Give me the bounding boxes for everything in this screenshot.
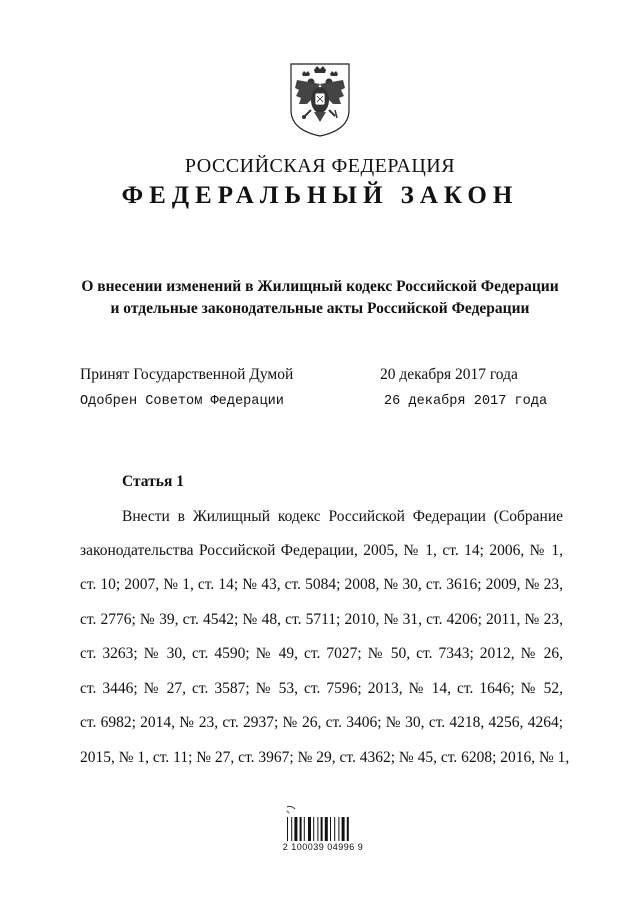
article-text-line: ст. 2776; № 39, ст. 4542; № 48, ст. 5711; 2010, № 31, ст. 4206; 2011, № 23, [80, 611, 563, 628]
law-subject-line: и отдельные законодательные акты Российской Федерации [110, 300, 530, 317]
article-heading: Статья 1 [122, 473, 184, 490]
adoption-label: Одобрен Советом Федерации [80, 394, 284, 409]
svg-text:✎: ✎ [286, 811, 291, 816]
adoption-label: Принят Государственной Думой [80, 366, 294, 383]
adoption-date: 26 декабря 2017 года [384, 394, 548, 409]
barcode-number: 2 100039 04996 9 [282, 842, 364, 852]
article-text-line: ст. 3446; № 27, ст. 3587; № 53, ст. 7596; 2013, № 14, ст. 1646; № 52, [80, 680, 563, 697]
law-subject [60, 276, 580, 320]
coat-of-arms-icon [287, 60, 353, 138]
country-name: РОССИЙСКАЯ ФЕДЕРАЦИЯ [184, 155, 456, 177]
document-type-title: ФЕДЕРАЛЬНЫЙ ЗАКОН [121, 182, 519, 209]
article-text-line: Внести в Жилищный кодекс Российской Федерации (Собрание [122, 508, 563, 525]
article-text-line: 2015, № 1, ст. 11; № 27, ст. 3967; № 29, ст. 4362; № 45, ст. 6208; 2016, № 1, [80, 749, 570, 766]
article-text-line: законодательства Российской Федерации, 2005, № 1, ст. 14; 2006, № 1, [80, 542, 563, 559]
article-text-line: ст. 3263; № 30, ст. 4590; № 49, ст. 7027; № 50, ст. 7343; 2012, № 26, [80, 645, 563, 662]
article-text-line: ст. 10; 2007, № 1, ст. 14; № 43, ст. 5084; 2008, № 30, ст. 3616; 2009, № 23, [80, 576, 563, 593]
law-subject-line: О внесении изменений в Жилищный кодекс Российской Федерации [81, 278, 559, 295]
article-text-line: ст. 6982; 2014, № 23, ст. 2937; № 26, ст. 3406; № 30, ст. 4218, 4256, 4264; [80, 714, 563, 731]
adoption-date: 20 декабря 2017 года [380, 366, 518, 383]
